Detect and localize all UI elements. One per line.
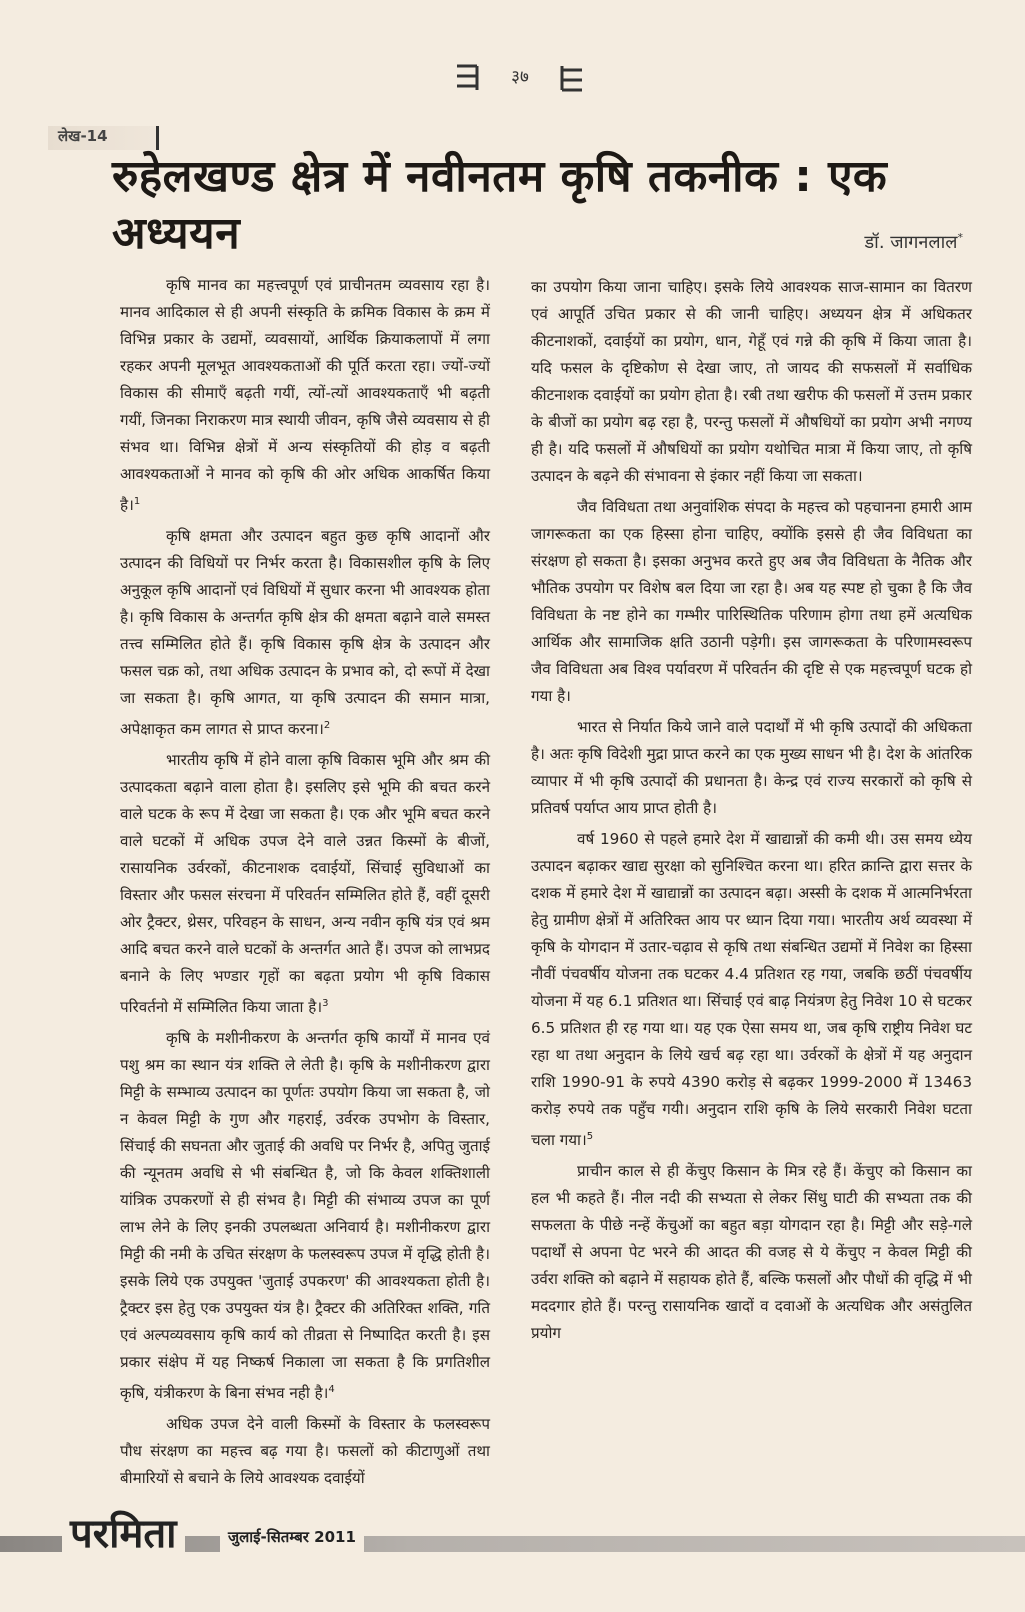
journal-name: परमिता	[62, 1504, 185, 1564]
paragraph: जैव विविधता तथा अनुवांशिक संपदा के महत्त्व को पहचानना हमारी आम जागरूकता का एक हिस्सा होना चाहिए, क्योंकि इससे ही जैव विविधता का संरक्षण हो सकता है। इसका अनुभव करते हुए अब जैव विविधता के नैतिक और भौतिक उपयोग पर विशेष बल दिया जा रहा है। अब यह स्पष्ट हो चुका है कि जैव विविधता के नष्ट होने का गम्भीर पारिस्थितिक परिणाम होगा तथा हमें अत्यधिक आर्थिक और सामाजिक क्षति उठानी पड़ेगी। इस जागरूकता के परिणामस्वरूप जैव विविधता अब विश्व पर्यावरण में परिवर्तन की दृष्टि से एक महत्त्वपूर्ण घटक हो गया है।	[531, 498, 972, 705]
right-column	[531, 274, 972, 1351]
left-column	[120, 272, 490, 1496]
article-title: रुहेलखण्ड क्षेत्र में नवीनतम कृषि तकनीक : एक अध्ययन	[112, 151, 888, 260]
issue-date: जुलाई-सितम्बर 2011	[220, 1522, 364, 1552]
page-header	[0, 50, 1025, 110]
paragraph: कृषि मानव का महत्त्वपूर्ण एवं प्राचीनतम व्यवसाय रहा है। मानव आदिकाल से ही अपनी संस्कृति के क्रमिक विकास के क्रम में विभिन्न प्रकार के उद्यमों, व्यवसायों, आर्थिक क्रियाकलापों में लगा रहकर अपनी मूलभूत आवश्यकताओं की पूर्ति करता रहा। ज्यों-ज्यों विकास की सीमाएँ बढ़ती गयीं, त्यों-त्यों आवश्यकताएँ भी बढ़ती गयीं, जिनका निराकरण मात्र स्थायी जीवन, कृषि जैसे व्यवसाय से ही संभव था। विभिन्न क्षेत्रों में अन्य संस्कृतियों की होड़ व बढ़ती आवश्यकताओं ने मानव को कृषि की ओर अधिक आकर्षित किया है।$^1$	[120, 276, 490, 515]
footnote-ref: 1	[133, 496, 141, 507]
right-ornament-icon	[560, 58, 584, 98]
article-tag: लेख-14	[48, 126, 159, 150]
footnote-ref: 5	[586, 1131, 594, 1142]
paragraph: वर्ष 1960 से पहले हमारे देश में खाद्यान्नों की कमी थी। उस समय ध्येय उत्पादन बढ़ाकर खाद्य सुरक्षा को सुनिश्चित करना था। हरित क्रान्ति द्वारा सत्तर के दशक में हमारे देश में खाद्यान्नों का उत्पादन बढ़ा। अस्सी के दशक में आत्मनिर्भरता हेतु ग्रामीण क्षेत्रों में अतिरिक्त आय पर ध्यान दिया गया। भारतीय अर्थ व्यवस्था में कृषि के योगदान में उतार-चढ़ाव से कृषि तथा संबन्धित उद्यमों में निवेश का हिस्सा नौवीं पंचवर्षीय योजना तक घटकर 4.4 प्रतिशत रह गया, जबकि छठीं पंचवर्षीय योजना में यह 6.1 प्रतिशत था। सिंचाई एवं बाढ़ नियंत्रण हेतु निवेश 10 से घटकर 6.5 प्रतिशत ही रह गया था। यह एक ऐसा समय था, जब कृषि राष्ट्रीय निवेश घट रहा था तथा अनुदान के लिये खर्च बढ़ रहा था। उर्वरकों के क्षेत्रों में यह अनुदान राशि 1990-91 के रुपये 4390 करोड़ से बढ़कर 1999-2000 में 13463 करोड़ रुपये तक पहुँच गयी। अनुदान राशि कृषि के लिये सरकारी निवेश घटता चला गया।$^5$	[531, 830, 972, 1150]
paragraph: भारतीय कृषि में होने वाला कृषि विकास भूमि और श्रम की उत्पादकता बढ़ाने वाला होता है। इसलिए इसे भूमि की बचत करने वाले घटक के रूप में देखा जा सकता है। एक और भूमि बचत करने वाले घटकों में अधिक उपज देने वाले उन्नत किस्मों के बीजों, रासायनिक उर्वरकों, कीटनाशक दवाईयों, सिंचाई सुविधाओं का विस्तार और फसल संरचना में परिवर्तन सम्मिलित होते हैं, वहीं दूसरी ओर ट्रैक्टर, थ्रेसर, परिवहन के साधन, अन्य नवीन कृषि यंत्र एवं श्रम आदि बचत करने वाले घटकों के अन्तर्गत आते हैं। उपज को लाभप्रद बनाने के लिए भण्डार गृहों का बढ़ता प्रयोग भी कृषि विकास परिवर्तनो में सम्मिलित किया जाता है।$^3$	[120, 751, 490, 1017]
footnote-ref: 4	[328, 1384, 335, 1396]
footnote-ref: 3	[322, 998, 329, 1010]
paragraph: कृषि के मशीनीकरण के अन्तर्गत कृषि कार्यों में मानव एवं पशु श्रम का स्थान यंत्र शक्ति ले लेती है। कृषि के मशीनीकरण द्वारा मिट्टी के सम्भाव्य उत्पादन का पूर्णतः उपयोग किया जा सकता है, जो न केवल मिट्टी के गुण और गहराई, उर्वरक उपभोग के विस्तार, सिंचाई की सघनता और जुताई की अवधि पर निर्भर है, अपितु जुताई की न्यूनतम अवधि से भी संबन्धित है, जो कि केवल शक्तिशाली यांत्रिक उपकरणों से ही संभव है। मिट्टी की संभाव्य उपज का पूर्ण लाभ लेने के लिए इनकी उपलब्धता अनिवार्य है। मशीनीकरण द्वारा मिट्टी की नमी के उचित संरक्षण के फलस्वरूप उपज में वृद्धि होती है। इसके लिये एक उपयुक्त 'जुताई उपकरण' की आवश्यकता होती है। ट्रैक्टर इस हेतु एक उपयुक्त यंत्र है। ट्रैक्टर की अतिरिक्त शक्ति, गति एवं अल्पव्यवसाय कृषि कार्य को तीव्रता से निष्पादित करती है। इस प्रकार संक्षेप में यह निष्कर्ष निकाला जा सकता है कि प्रगतिशील कृषि, यंत्रीकरण के बिना संभव नही है।$^4$	[120, 1029, 490, 1403]
page-number: ३७	[511, 67, 529, 87]
author	[865, 230, 963, 254]
paragraph: अधिक उपज देने वाली किस्मों के विस्तार के फलस्वरूप पौध संरक्षण का महत्त्व बढ़ गया है। फसलों को कीटाणुओं तथा बीमारियों से बचाने के लिये आवश्यक दवाईयों	[120, 1415, 490, 1488]
paragraph: कृषि क्षमता और उत्पादन बहुत कुछ कृषि आदानों और उत्पादन की विधियों पर निर्भर करता है। विकासशील कृषि के लिए अनुकूल कृषि आदानों एवं विधियों में सुधार करना भी आवश्यक होता है। कृषि विकास के अन्तर्गत कृषि क्षेत्र की क्षमता बढ़ाने वाले समस्त तत्त्व सम्मिलित होते हैं। कृषि विकास कृषि क्षेत्र के उत्पादन और फसल चक्र को, तथा अधिक उत्पादन के प्रभाव को, दो रूपों में देखा जा सकता है। कृषि आगत, या कृषि उत्पादन की समान मात्रा, अपेक्षाकृत कम लागत से प्राप्त करना।$^2$	[120, 527, 490, 739]
author-mark: *	[957, 231, 963, 244]
paragraph: भारत से निर्यात किये जाने वाले पदार्थों में भी कृषि उत्पादों की अधिकता है। अतः कृषि विदेशी मुद्रा प्राप्त करने का एक मुख्य साधन भी है। देश के आंतरिक व्यापार में भी कृषि उत्पादों की प्रधानता है। केन्द्र एवं राज्य सरकारों को कृषि से प्रतिवर्ष पर्याप्त आय प्राप्त होती है।	[531, 718, 972, 817]
paragraph: का उपयोग किया जाना चाहिए। इसके लिये आवश्यक साज-सामान का वितरण एवं आपूर्ति उचित प्रकार से की जानी चाहिए। अध्ययन क्षेत्र में अधिकतर कीटनाशकों, दवाईयों का प्रयोग, धान, गेहूँ एवं गन्ने की कृषि में किया जाता है। यदि फसल के दृष्टिकोण से देखा जाए, तो जायद की सफसलों में सर्वाधिक कीटनाशक दवाईयों का प्रयोग होता है। रबी तथा खरीफ की फसलों में उत्तम प्रकार के बीजों का प्रयोग बढ़ रहा है, परन्तु फसलों में औषधियों का प्रयोग अभी नगण्य ही है। यदि फसलों में औषधियों का प्रयोग यथोचित मात्रा में किया जाए, तो कृषि उत्पादन के बढ़ने की संभावना से इंकार नहीं किया जा सकता।	[531, 278, 972, 485]
paragraph: प्राचीन काल से ही केंचुए किसान के मित्र रहे हैं। केंचुए को किसान का हल भी कहते हैं। नील नदी की सभ्यता से लेकर सिंधु घाटी की सभ्यता तक की सफलता के पीछे नन्हें केंचुओं का बहुत बड़ा योगदान रहा है। मिट्टी और सड़े-गले पदार्थों से अपना पेट भरने की आदत की वजह से ये केंचुए न केवल मिट्टी की उर्वरा शक्ति को बढ़ाने में सहायक होते हैं, बल्कि फसलों और पौधों की वृद्धि में भी मददगार होते हैं। परन्तु रासायनिक खादों व दवाओं के अत्यधिक और असंतुलित प्रयोग	[531, 1162, 972, 1343]
author-name: डॉ. जागनलाल	[864, 232, 958, 253]
left-ornament-icon	[455, 58, 479, 98]
footnote-ref: 2	[323, 720, 331, 732]
